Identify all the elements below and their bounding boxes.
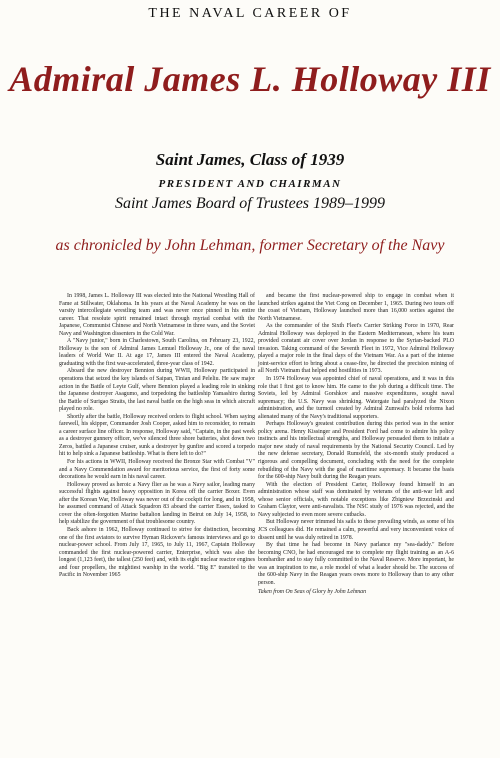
article-paragraph: In 1998, James L. Holloway III was elected into the National Wrestling Hall of Fame at Stillwater, Oklahoma. In his years at the Naval Academy he was on the varsity intercollegiate wrestling team and was never once pinned in his entire career. That resolute spirit remained intact through myriad combat with the Japanese, Communist Chinese and North Vietnamese in three wars, and the Soviet Navy and Washington dissenters in the Cold War. [59, 293, 255, 337]
article-paragraph: In 1974 Holloway was appointed chief of naval operations, and it was in this role that I first got to know him. He came to the job during a difficult time. The Soviets, led by Admiral Gorshkov and massive expenditures, sought naval supremacy; the U.S. Navy was shrinking. Watergate had paralyzed the Nixon administration, and the turmoil created by Admiral Zumwalt's bold reforms had alienated many of the Navy's traditional supporters. [258, 376, 454, 420]
page-title: Admiral James L. Holloway III [9, 59, 491, 99]
source-note: Taken from On Seas of Glory by John Lehman [258, 589, 366, 596]
article-column-right [258, 293, 454, 597]
byline: as chronicled by John Lehman, former Secretary of the Navy [55, 237, 445, 254]
article-paragraph: Aboard the new destroyer Bennion during WWII, Holloway participated in operations that seized the key islands of Saipan, Tinian and Peleliu. He saw major action in the Battle of Leyte Gulf, where Bennion played a leading role in sinking the Japanese destroyer Asagumo, and torpedoing the battleship Yamashiro during the Battle of Surigao Straits, the last naval battle on the high seas in which aircraft played no role. [59, 368, 255, 413]
board-line: Saint James Board of Trustees 1989–1999 [114, 195, 386, 212]
article-paragraph: By that time he had become in Navy parlance my "sea-daddy." Before becoming CNO, he had encouraged me to complete my flight training as an A-6 bombardier and to stay fully committed to the Naval Reserve. More important, he was an inspiration to me, a role model of what a leader should be. The success of the 600-ship Navy in the Reagan years owes more to Holloway than to any other person. [258, 542, 454, 586]
article-paragraph: Perhaps Holloway's greatest contribution during this period was in the senior policy arena. Henry Kissinger and President Ford had come to admire his policy instincts and his intellectual strengths, and Holloway persuaded them to initiate a major new study of naval requirements by the National Security Council. Led by the new defense secretary, Donald Rumsfeld, the six-month study produced a rigorous and compelling document, concluding with the need for the complete rebuilding of the Navy with the goal of maritime supremacy. It became the basis for the 600-ship Navy built during the Reagan years. [258, 421, 454, 481]
article-paragraph: For his actions in WWII, Holloway received the Bronze Star with Combat "V" and a Navy Commendation award for meritorious service, the first of forty some decorations he would earn in his naval career. [59, 459, 255, 481]
article-paragraph: Holloway proved as heroic a Navy flier as he was a Navy sailor, leading many successful flights against heavy opposition in Korea off the carrier Boxer. Even after the Korean War, Holloway was never out of the cockpit for long, and in 1958, he assumed command of Attack Squadron 83 aboard the carrier Essex, tasked to cover the often-forgotten Marine battalion landing in Beirut on July 14, 1958, to help stabilize the government of that troublesome country. [59, 481, 255, 526]
article-column-left [59, 293, 255, 580]
article-paragraph: A "Navy junior," born in Charlestown, South Carolina, on February 23, 1922, Holloway is the son of Admiral James Lemuel Holloway Jr., one of the naval leaders of World War II. At age 17, James III entered the Naval Academy, graduating with the first war-accelerated, three-year class of 1942. [59, 338, 255, 367]
kicker-heading: THE NAVAL CAREER OF [148, 6, 352, 21]
article-paragraph: As the commander of the Sixth Fleet's Carrier Striking Force in 1970, Rear Admiral Holloway was deployed in the Eastern Mediterranean, where his team provided constant air cover over Jordan in response to the Syrian-backed PLO invasion. Taking command of the Seventh Fleet in 1972, Vice Admiral Holloway played a major role in the final days of the Vietnam War. As a part of the intense joint-service effort to bring about a cease-fire, he directed the precision mining of all North Vietnam that helped end hostilities in 1973. [258, 323, 454, 375]
school-line: Saint James, Class of 1939 [155, 150, 345, 169]
article-paragraph: and became the first nuclear-powered ship to engage in combat when it launched strikes against the Viet Cong on December 1, 1965. During two tours off the coast of Vietnam, Holloway launched more than 16,000 sorties against the North Vietnamese. [258, 293, 454, 322]
article-paragraph: With the election of President Carter, Holloway found himself in an administration whose staff was dominated by veterans of the anti-war left and whose senior officials, with notable exceptions like Zbigniew Brzezinski and Graham Claytor, were anti-navalists. The NSC study of 1976 was rejected, and the Navy subjected to even more severe cutbacks. [258, 481, 454, 518]
role-line: PRESIDENT AND CHAIRMAN [158, 178, 342, 190]
article-paragraph: But Holloway never trimmed his sails to these prevailing winds, as some of his JCS colleagues did. He remained a calm, powerful and very inconvenient voice of dissent until he was duly retired in 1978. [258, 519, 454, 541]
article-paragraph: Back ashore in 1962, Holloway continued to strive for distinction, becoming one of the first aviators to survive Hyman Rickover's famous interviews and go to nuclear-power school. From July 17, 1965, to July 11, 1967, Captain Holloway commanded the first nuclear-powered carrier, Enterprise, which was also the longest (1,123 feet), the tallest (250 feet) and, with its eight nuclear reactor engines and four propellers, the mightiest warship in the world. "Big E" transited to the Pacific in November 1965 [59, 526, 255, 579]
article-paragraph: Shortly after the battle, Holloway received orders to flight school. When saying farewell, his skipper, Commander Josh Cooper, asked him to reconsider, to remain a career surface line officer. In response, Holloway said, "Captain, in the past week as a destroyer gunnery officer, we've silenced three shore batteries, shot down two Zeros, battled a Japanese cruiser, sunk a destroyer by gunfire and scored a torpedo hit to help sink a Japanese battleship. What is there left to do?" [59, 413, 255, 458]
